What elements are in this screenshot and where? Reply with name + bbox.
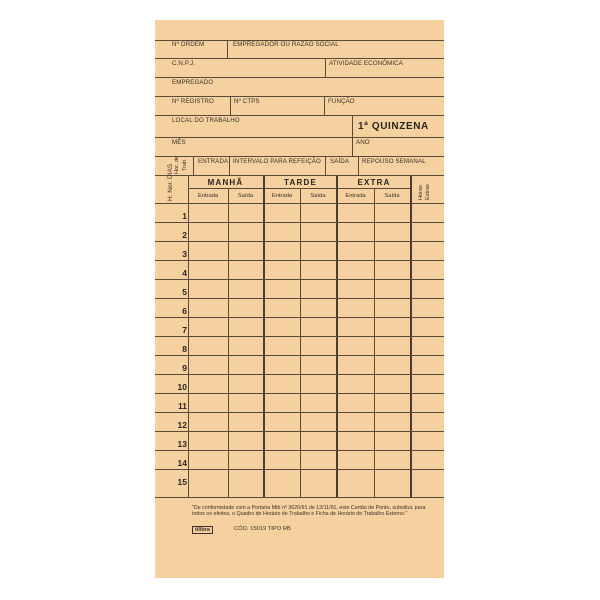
rule xyxy=(155,58,444,59)
cnpj-label: C.N.P.J. xyxy=(172,60,196,67)
manha-entrada: Entrada xyxy=(197,193,219,199)
divider xyxy=(325,58,326,77)
rule xyxy=(155,156,444,157)
rule xyxy=(155,115,444,116)
extra-saida: Saída xyxy=(384,193,400,199)
row-rule xyxy=(155,355,444,356)
day-number: 6 xyxy=(182,306,187,316)
ctps-label: Nº CTPS xyxy=(234,98,260,105)
day-number: 5 xyxy=(182,287,187,297)
horas-extras-label-1: Horas xyxy=(418,185,424,200)
day-number: 1 xyxy=(182,211,187,221)
repouso-label: REPOUSO SEMANAL xyxy=(362,158,426,165)
intervalo-label: INTERVALO PARA REFEIÇÃO xyxy=(233,158,321,165)
funcao-label: FUNÇÃO xyxy=(328,98,355,105)
extra-entrada: Entrada xyxy=(345,193,366,199)
row-rule xyxy=(155,298,444,299)
hor-trab-label-1: Hor. de xyxy=(174,155,180,174)
rule xyxy=(155,175,444,176)
divider xyxy=(230,96,231,115)
hor-trab-label-2: Trab. xyxy=(182,158,188,171)
row-rule xyxy=(155,431,444,432)
day-number: 3 xyxy=(182,249,187,259)
manha-saida: Saída xyxy=(237,193,254,199)
tarde-entrada: Entrada xyxy=(271,193,293,199)
row-rule xyxy=(155,374,444,375)
rule xyxy=(155,96,444,97)
registro-label: Nº REGISTRO xyxy=(172,98,214,105)
divider xyxy=(324,96,325,115)
day-number: 11 xyxy=(178,401,187,411)
divider xyxy=(325,156,326,175)
tarde-header: TARDE xyxy=(284,178,317,187)
day-number: 9 xyxy=(182,363,187,373)
rule xyxy=(155,77,444,78)
saida-label: SAÍDA xyxy=(330,158,350,165)
mes-label: MÊS xyxy=(172,139,186,146)
day-number: 12 xyxy=(177,420,187,430)
ordem-label: Nº ORDEM xyxy=(172,41,205,48)
entrada-label: ENTRADA xyxy=(198,158,229,165)
day-number: 2 xyxy=(182,230,187,240)
row-rule xyxy=(155,393,444,394)
day-number: 15 xyxy=(177,477,187,487)
row-rule xyxy=(155,279,444,280)
atividade-label: ATIVIDADE ECONÔMICA xyxy=(329,60,403,67)
day-number: 14 xyxy=(177,458,187,468)
quinzena-title: 1ª QUINZENA xyxy=(358,121,429,132)
day-number: 4 xyxy=(182,268,187,278)
empregador-label: EMPREGADOR OU RAZÃO SOCIAL xyxy=(233,41,339,48)
extra-header: EXTRA xyxy=(357,178,391,187)
brand-logo: tilibra xyxy=(192,526,213,534)
day-number: 8 xyxy=(182,344,187,354)
manha-header: MANHÃ xyxy=(207,178,244,187)
divider xyxy=(352,115,353,156)
divider xyxy=(193,156,194,175)
day-number: 13 xyxy=(177,439,187,449)
day-number: 7 xyxy=(182,325,187,335)
row-rule xyxy=(155,469,444,470)
dias-label: H. Nor. DIAS xyxy=(167,163,174,201)
day-number: 10 xyxy=(177,382,187,392)
row-rule xyxy=(155,222,444,223)
row-rule xyxy=(155,260,444,261)
rule xyxy=(155,137,444,138)
local-label: LOCAL DO TRABALHO xyxy=(172,117,240,124)
row-rule xyxy=(155,317,444,318)
ano-label: ANO xyxy=(356,139,370,146)
rule xyxy=(155,497,444,498)
tarde-saida: Saída xyxy=(310,193,326,199)
empregado-label: EMPREGADO xyxy=(172,79,214,86)
row-rule xyxy=(155,241,444,242)
row-rule xyxy=(155,450,444,451)
divider xyxy=(358,156,359,175)
horas-extras-label-2: Extras xyxy=(425,184,431,200)
legal-note: "De conformidade com a Portaria Mtb nº 3626/91 de 13/11/91, este Cartão de Ponto, substitui, para todos os efeitos, o Quadro de Horário de Trabalho e Ficha de Horário de Trabalho Externo." xyxy=(192,505,426,518)
row-rule xyxy=(155,336,444,337)
product-code: CÓD. 15019 TIPO RB xyxy=(234,526,291,532)
row-rule xyxy=(155,412,444,413)
divider xyxy=(227,40,228,58)
time-card xyxy=(155,20,444,578)
divider xyxy=(229,156,230,175)
